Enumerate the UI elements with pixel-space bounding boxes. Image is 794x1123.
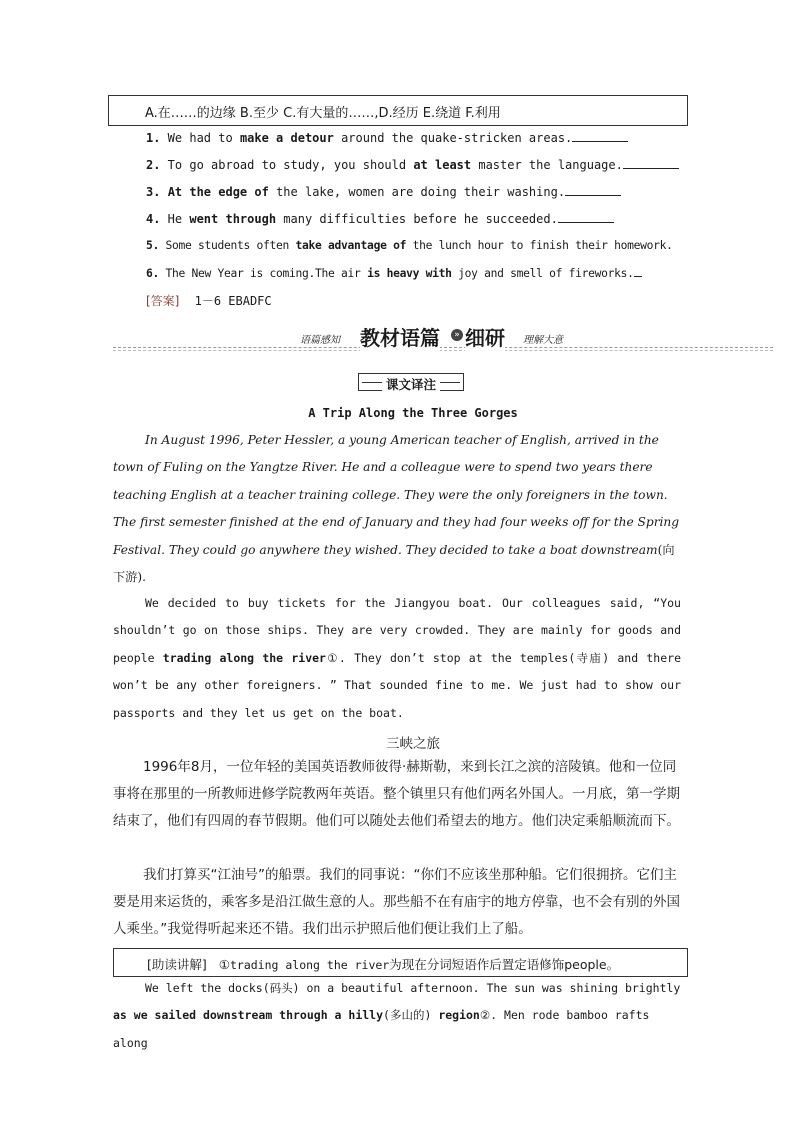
gloss: (多山的): [383, 1008, 439, 1023]
paragraph-text: In August 1996, Peter Hessler, a young American teacher of English, arrived in the town of Fuling on the Yangtze River. He and a colleague were to spend two years there teaching English at a teacher training college. They were the only foreigners in the town. The first semester finished at the end of January and they had four weeks off for the Spring Festival. They could go anywhere they wished. They decided to take a boat downstream: [113, 433, 680, 557]
answer-blank[interactable]: [623, 158, 679, 169]
answer-value: 1－6 EBADFC: [194, 294, 272, 308]
banner-divider: [113, 347, 773, 348]
note-marker: ①: [218, 957, 230, 972]
cn-title: 三峡之旅: [386, 736, 440, 752]
exercise-phrase: take advantage of: [295, 239, 407, 252]
exercise-phrase: is heavy with: [367, 267, 452, 280]
answer-line: [146, 292, 272, 309]
section-tag: [358, 373, 464, 391]
answer-blank[interactable]: [558, 212, 614, 223]
exercise-item: [146, 131, 628, 145]
banner-arrow-icon: »: [451, 329, 463, 341]
article-paragraph: [113, 590, 681, 727]
paragraph-text: We decided to buy tickets for the Jiangyou boat. Our colleagues said, “You shouldn’t go on those ships. They are very crowded. They are mainly for goods and people: [113, 596, 681, 665]
exercise-text: We had to: [160, 131, 240, 145]
exercise-number: 6.: [146, 267, 160, 280]
banner-right-caption: 理解大意: [523, 331, 563, 346]
cn-paragraph: 1996年8月，一位年轻的美国英语教师彼得·赫斯勒，来到长江之滨的涪陵镇。他和一位同事将在那里的一所教师进修学院教两年英语。整个镇里只有他们两名外国人。一月底，第一学期结束了，他们有四周的春节假期。他们可以随处去他们希望去的地方。他们决定乘船顺流而下。: [113, 759, 680, 829]
exercise-text: many difficulties before he succeeded.: [276, 212, 558, 226]
key-phrase: trading along the river: [162, 650, 326, 665]
options-text: A.在……的边缘 B.至少 C.有大量的……,D.经历 E.绕道 F.利用: [145, 106, 501, 121]
key-phrase: region: [438, 1008, 480, 1023]
exercise-text: the lake, women are doing their washing.: [268, 185, 566, 199]
exercise-item: [146, 158, 679, 172]
exercise-item: [146, 239, 673, 252]
exercise-text: around the quake-stricken areas.: [333, 131, 573, 145]
article-paragraph: [113, 427, 681, 591]
exercise-phrase: went through: [189, 212, 277, 226]
exercise-text: The New Year is coming.The air: [159, 267, 368, 280]
paragraph-text: . Men rode bamboo rafts along: [113, 1008, 650, 1050]
exercise-text: He: [160, 212, 190, 226]
banner-divider: [113, 350, 773, 351]
gloss: (向下游).: [113, 542, 675, 585]
note-box: [113, 948, 688, 977]
paragraph-text: . They don’t stop at the temples(寺庙) and there won’t be any other foreigners. ” That sounded fine to me. We just had to show our passports and they let us get on the boat.: [113, 650, 681, 720]
answer-blank[interactable]: [572, 131, 628, 142]
note-marker: ②: [479, 1008, 491, 1023]
exercise-text: To go abroad to study, you should: [160, 158, 414, 172]
note-phrase: trading along the river: [229, 958, 390, 972]
exercise-text: [160, 185, 167, 199]
exercise-number: 1.: [146, 131, 161, 145]
answer-blank[interactable]: [634, 266, 642, 277]
section-tag-text: 课文译注: [382, 377, 440, 392]
exercise-number: 3.: [146, 185, 161, 199]
note-marker: ①: [325, 650, 339, 665]
article-title: A Trip Along the Three Gorges: [308, 406, 518, 420]
exercise-item: [146, 212, 614, 226]
exercise-text: master the language.: [471, 158, 623, 172]
banner-title-a: 教材语篇: [360, 322, 440, 351]
exercise-text: Some students often: [159, 239, 296, 252]
exercise-text: joy and smell of fireworks.: [451, 267, 634, 280]
paragraph-text: We left the docks(码头) on a beautiful afternoon. The sun was shining brightly: [145, 981, 681, 995]
banner-left-caption: 语篇感知: [300, 331, 340, 346]
exercise-item: [146, 185, 621, 199]
exercise-text: the lunch hour to finish their homework.: [406, 239, 673, 252]
exercise-number: 4.: [146, 212, 161, 226]
options-box: [108, 95, 688, 126]
exercise-phrase: At the edge of: [167, 185, 269, 199]
note-label: [助读讲解]: [147, 957, 207, 972]
exercise-item: [146, 266, 642, 280]
article-paragraph: [113, 975, 681, 1057]
note-text: 为现在分词短语作后置定语修饰people。: [389, 957, 620, 972]
exercise-number: 5.: [146, 239, 160, 252]
banner-title-b: 细研: [465, 322, 505, 351]
exercise-phrase: make a detour: [239, 131, 334, 145]
exercise-number: 2.: [146, 158, 161, 172]
answer-label: [答案]: [146, 294, 180, 308]
key-phrase: as we sailed downstream through a hilly: [113, 1008, 384, 1023]
answer-blank[interactable]: [565, 185, 621, 196]
note-line: [147, 955, 619, 973]
section-banner: [113, 322, 773, 356]
exercise-phrase: at least: [413, 158, 472, 172]
cn-paragraph: 我们打算买“江油号”的船票。我们的同事说：“你们不应该坐那种船。它们很拥挤。它们主要是用来运货的，乘客多是沿江做生意的人。那些船不在有庙宇的地方停靠，也不会有别的外国人乘坐。”我觉得听起来还不错。我们出示护照后他们便让我们上了船。: [113, 867, 680, 937]
